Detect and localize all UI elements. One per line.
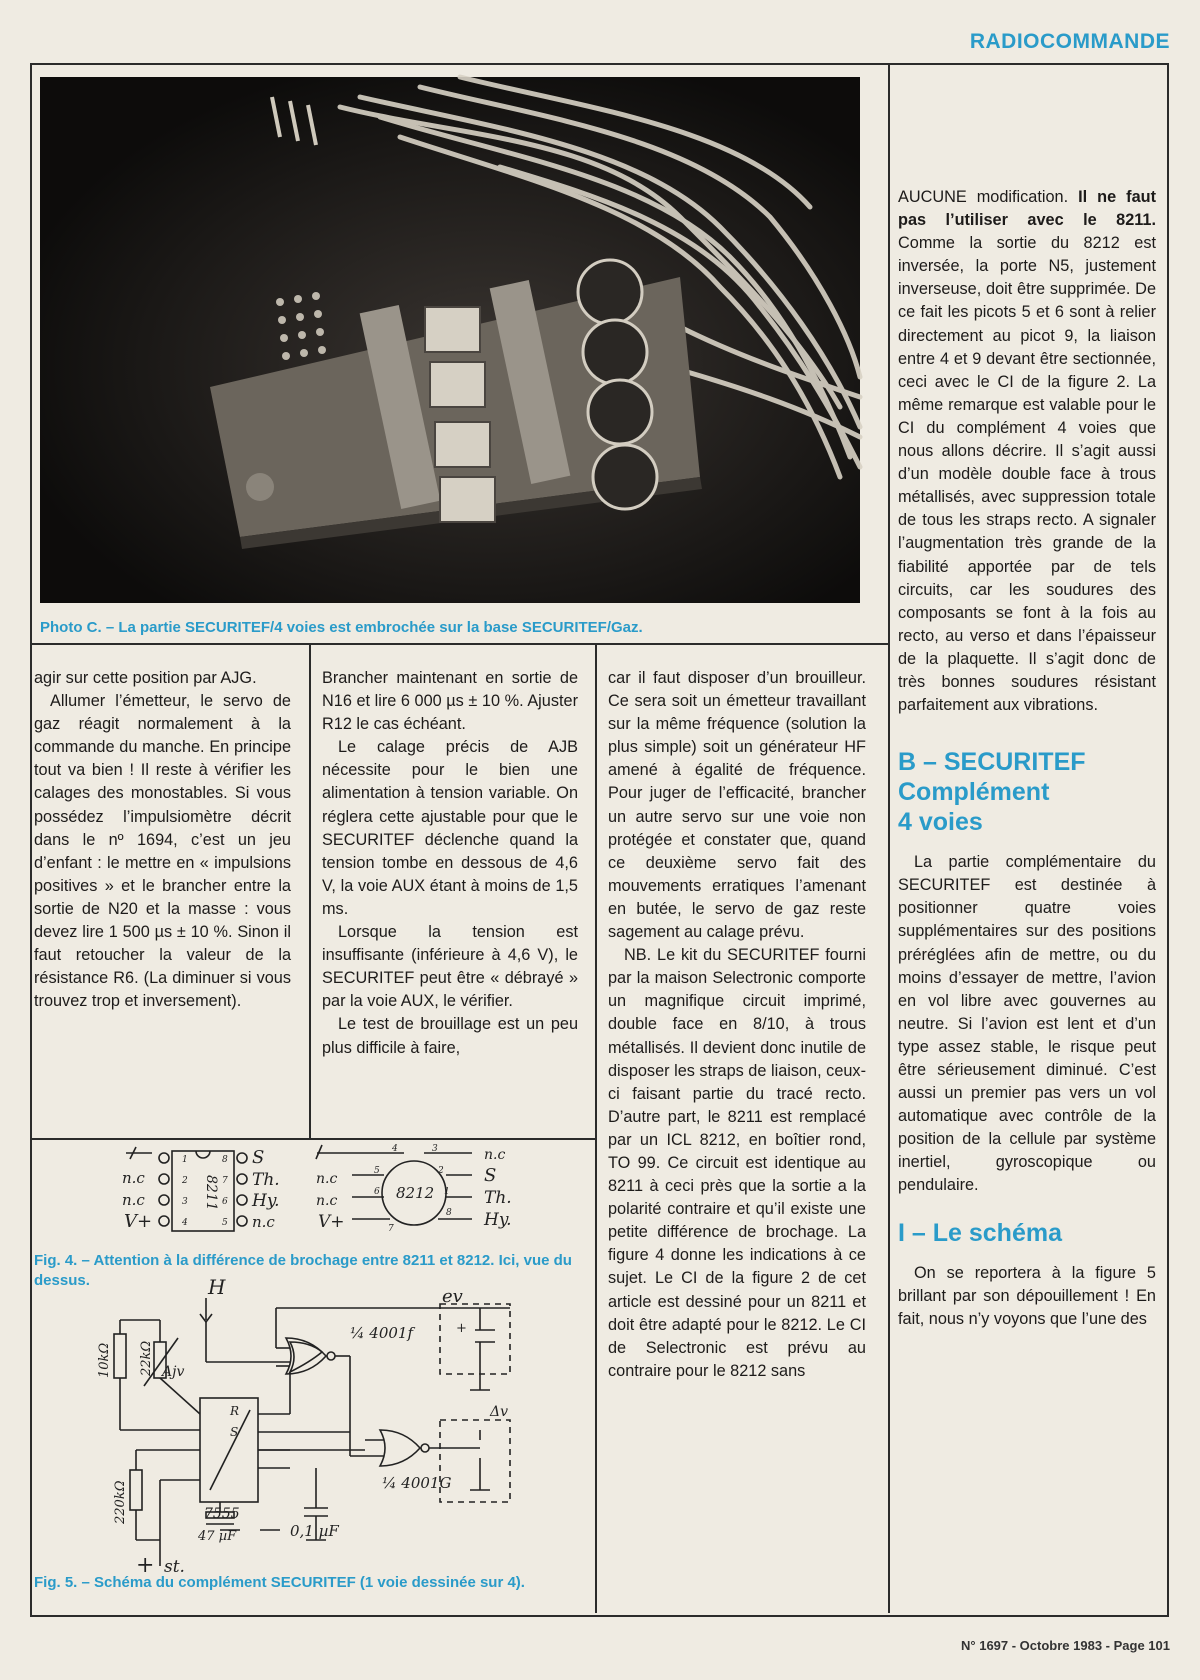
paragraph: car il faut disposer d’un brouilleur. Ce sera soit un émetteur travaillant sur la même fréquence (solution la plus simple) soit un générateur HF amené à égalité de fréquence. Pour juger de l’efficacité, brancher un autre servo sur une voie non protégée et constater que, quand ce deuxième servo fait des mouvements erratiques l’amenant en butée, le servo de gaz reste sagement au calage prévu.	[608, 669, 866, 942]
paragraph: Le test de brouillage est un peu plus difficile à faire,	[322, 1015, 578, 1057]
photo-circuit-board	[40, 77, 860, 603]
text-run: AUCUNE modification.	[898, 188, 1079, 206]
pin-label: Th.	[484, 1188, 512, 1208]
text-column-b	[322, 667, 578, 1060]
pin-label: n.c	[252, 1213, 275, 1231]
pin-label: n.c	[122, 1169, 145, 1187]
photo-box-right-rule	[888, 63, 890, 643]
paragraph: Brancher maintenant en sortie de N16 et lire 6 000 µs ± 10 %. Ajuster R12 le cas échéant.	[322, 669, 578, 734]
figure-5-schematic	[97, 1275, 540, 1580]
column-rule-1	[309, 643, 311, 1138]
pin-number: 5	[222, 1218, 228, 1228]
pin-number: 4	[392, 1144, 398, 1154]
heading-line: B – SECURITEF	[898, 748, 1086, 777]
pin-label: S	[484, 1165, 497, 1186]
pin-number: 3	[432, 1144, 438, 1154]
paragraph: Allumer l’émetteur, le servo de gaz réagit normalement à la commande du manche. En principe tout va bien ! Il reste à vérifier les calages des monostables. Si vous possédez l’impulsiomètre décrit dans le nº 1694, c’est un jeu d’enfant : le mettre en « impulsions positives » et le brancher entre la sortie de N20 et la masse : vous devez lire 1 500 µs ± 10 %. Sinon il faut retoucher la valeur de la résistance R6. (La diminuer si vous trouvez trop et inversement).	[34, 692, 291, 1011]
paragraph	[898, 186, 1156, 717]
capacitor-label: 0,1 µF	[290, 1522, 339, 1540]
polarity-label: +	[456, 1321, 467, 1336]
pin-number: 1	[182, 1155, 188, 1165]
relay-label: ev	[442, 1286, 463, 1307]
pin-number: 2	[182, 1176, 188, 1186]
paragraph: NB. Le kit du SECURITEF fourni par la maison Selectronic comporte un magnifique circuit imprimé, double face en 8/10, à trous métallisés. Il devient donc inutile de disposer les straps de liaison, ceux-ci faisant partie du tracé recto. D’autre part, le 8211 est remplacé par un ICL 8212, en boîtier rond, TO 99. Ce circuit est identique au 8211 à ceci près que la sortie a la polarité contraire et qu’il existe une petite différence de brochage. La figure 4 donne les indications à ce sujet. Le CI de la figure 2 de cet article est dessiné pour un 8211 et doit être adapté pour le 8212. Le CI de Selectronic est prévu au contraire pour le 8212 sans	[608, 946, 866, 1380]
pin-label: n.c	[122, 1191, 145, 1209]
supply-label: st.	[164, 1557, 185, 1577]
figure-4-caption: Fig. 4. – Attention à la différence de brochage entre 8211 et 8212. Ici, vue du dessus.	[34, 1252, 572, 1289]
ic-pin-label: S	[230, 1425, 239, 1439]
figure-5-caption: Fig. 5. – Schéma du complément SECURITEF (1 voie dessinée sur 4).	[34, 1574, 525, 1591]
pin-label: Th.	[252, 1170, 280, 1190]
pin-number: 8	[446, 1208, 452, 1218]
photo-box-bottom-rule	[30, 643, 890, 645]
ic-label: 8211	[203, 1175, 219, 1211]
pin-label: V+	[318, 1212, 345, 1232]
pin-label: n.c	[316, 1193, 338, 1209]
ic-label: 7555	[204, 1506, 240, 1522]
column-rule-3	[888, 643, 890, 1613]
section-heading-i: I – Le schéma	[898, 1218, 1062, 1247]
pin-number: 3	[182, 1197, 188, 1207]
section-heading-b	[898, 747, 1156, 837]
pin-number: 1	[444, 1187, 450, 1197]
resistor-label: 22kΩ	[139, 1340, 154, 1376]
resistor-label: 220kΩ	[113, 1480, 128, 1524]
figure-4-pinout	[112, 1145, 532, 1240]
figure-box-top-rule	[30, 1138, 596, 1140]
gate-label: ¼ 4001f	[350, 1324, 414, 1342]
paragraph: La partie complémentaire du SECURITEF est destinée à positionner quatre voies supplémentaires sur des positions préréglées afin de mettre, ou du moins d’essayer de mettre, l’avion en vol libre avec gouvernes au neutre. Si l’avion est lent et d’un type assez stable, le risque peut être sérieusement diminué. C’est aussi un premier pas vers un vol automatique avec contrôle de la position de la cellule par système inertiel, gyroscopique ou pendulaire.	[898, 853, 1156, 1195]
signal-label: H	[208, 1275, 226, 1299]
pin-number: 7	[388, 1224, 394, 1234]
pin-label: V+	[124, 1211, 153, 1232]
section-rubric: RADIOCOMMANDE	[969, 30, 1170, 53]
page-folio: N° 1697 - Octobre 1983 - Page 101	[961, 1638, 1170, 1653]
photo-caption: Photo C. – La partie SECURITEF/4 voies est embrochée sur la base SECURITEF/Gaz.	[40, 619, 643, 636]
pin-number: 7	[222, 1176, 228, 1186]
pin-label: n.c	[484, 1147, 506, 1163]
text-column-d	[898, 186, 1156, 1331]
supply-label: +	[136, 1553, 155, 1578]
text-column-c	[608, 667, 866, 1383]
resistor-label: 10kΩ	[97, 1342, 112, 1378]
capacitor-label: 47 µF	[198, 1529, 237, 1544]
pin-label: S	[252, 1147, 265, 1168]
gate-label: ¼ 4001G	[382, 1474, 452, 1492]
ic-label: 8212	[396, 1184, 435, 1202]
paragraph: agir sur cette position par AJG.	[34, 669, 257, 687]
ic-pin-label: R	[230, 1404, 240, 1418]
pin-number: 2	[438, 1166, 444, 1176]
paragraph: Lorsque la tension est insuffisante (inférieure à 4,6 V), le SECURITEF peut être « débrayé » par la voie AUX, le vérifier.	[322, 923, 578, 1011]
trimmer-label: Ajv	[162, 1364, 185, 1380]
pin-number: 8	[222, 1155, 228, 1165]
text-column-a	[34, 667, 291, 1013]
text-run: Comme la sortie du 8212 est inversée, la porte N5, justement inverseuse, doit être supprimée. De ce fait les picots 5 et 6 sont à relier directement au picot 9, la liaison entre 4 et 9 devant être sectionnée, ceci avec le CI de la figure 2. La même remarque est valable pour le CI du complément 4 voies que nous allons décrire. Il s’agit aussi d’un modèle double face à trous métallisés, avec suppression totale de tous les straps recto. A signaler l’augmentation très grande de la fiabilité apportée par de tels circuits, car les soudures des composants se font à la fois au recto, au verso et dans l’épaisseur de la plaquette. Il s’agit donc de très bonnes soudures résistant parfaitement aux vibrations.	[898, 234, 1156, 715]
heading-line: 4 voies	[898, 808, 983, 837]
pin-number: 4	[182, 1218, 188, 1228]
pin-number: 5	[374, 1166, 380, 1176]
pin-label: n.c	[316, 1171, 338, 1187]
relay-label: Δv	[490, 1404, 509, 1420]
paragraph: On se reportera à la figure 5 brillant par son dépouillement ! En fait, nous n’y voyons que l’une des	[898, 1263, 1156, 1328]
pin-label: Hy.	[252, 1191, 280, 1211]
paragraph: Le calage précis de AJB nécessite pour le bien une alimentation à tension variable. On réglera cette ajustable pour que le SECURITEF déclenche quand la tension tombe en dessous de 4,6 V, la voie AUX étant à moins de 1,5 ms.	[322, 738, 578, 918]
column-rule-2	[595, 643, 597, 1613]
pin-number: 6	[222, 1197, 228, 1207]
heading-line: Complément	[898, 778, 1050, 807]
bold-warning: Il ne faut pas l’utiliser avec le 8211.	[898, 188, 1156, 230]
pin-number: 6	[374, 1187, 380, 1197]
pin-label: Hy.	[484, 1210, 512, 1230]
